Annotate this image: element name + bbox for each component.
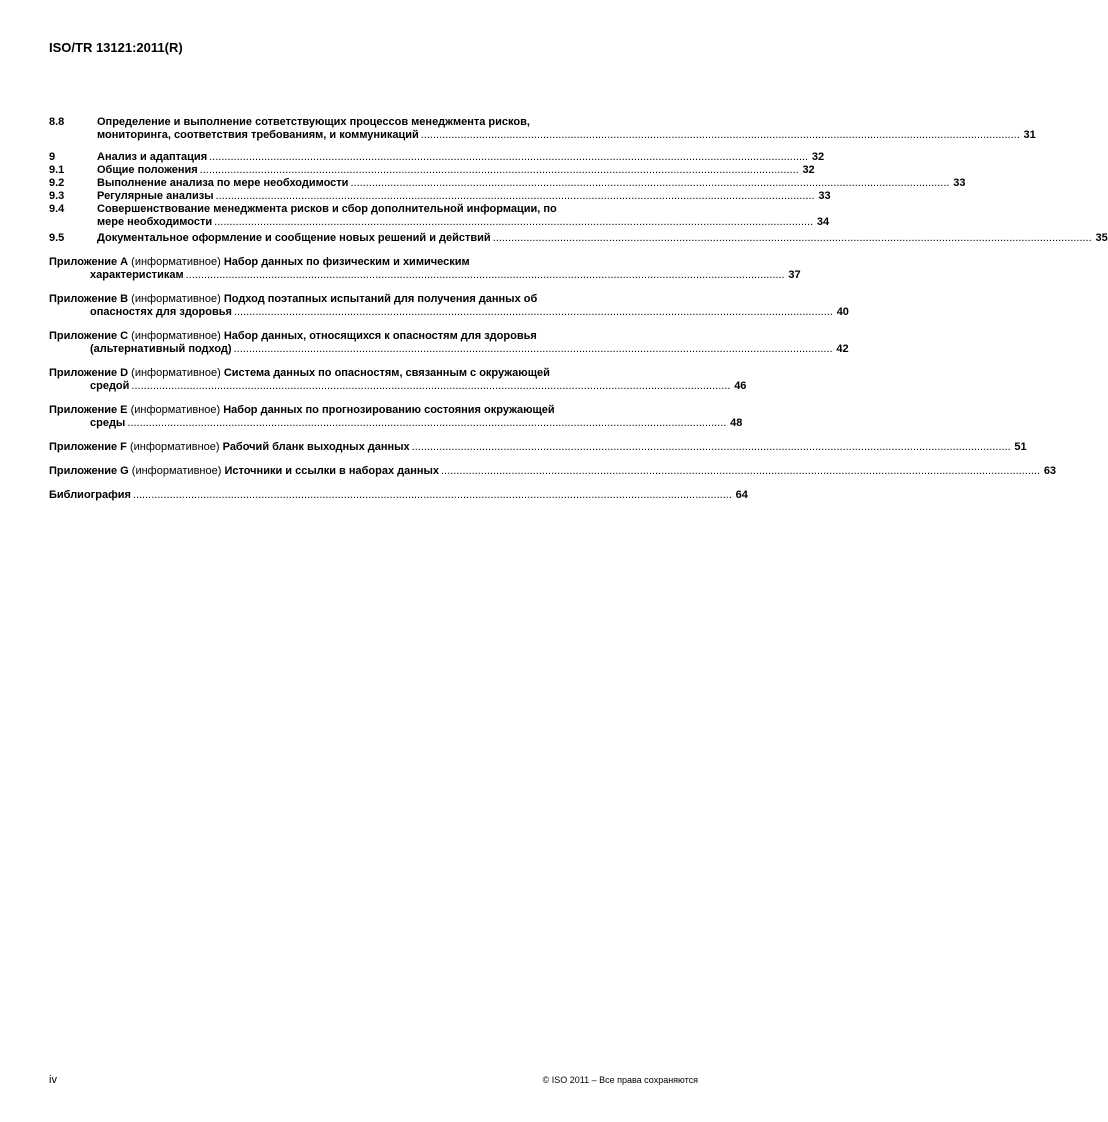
toc-entry-page: 42 [836, 343, 849, 355]
toc-annex-c[interactable] [49, 330, 849, 356]
bibliography-title: Библиография [49, 489, 131, 501]
dot-leader: .................................................................................................................................................................................................... [185, 269, 785, 281]
toc-entry-number: 9.2 [49, 177, 65, 189]
dot-leader: .................................................................................................................................................................................................... [132, 489, 732, 501]
page-footer [49, 1074, 698, 1086]
toc-entry-page: 46 [734, 380, 747, 392]
annex-title-line2: (альтернативный подход) [90, 343, 232, 355]
annex-title-line1: Набор данных, относящихся к опасностям для здоровья [223, 330, 537, 342]
annex-title-line1: Подход поэтапных испытаний для получения данных об [223, 293, 538, 305]
dot-leader: .................................................................................................................................................................................................... [492, 232, 1092, 244]
dot-leader: .................................................................................................................................................................................................... [127, 417, 727, 429]
annex-type: (информативное) [131, 465, 222, 477]
toc-entry-title: Общие положения [97, 164, 198, 176]
toc-entry-number: 9.1 [49, 164, 65, 176]
toc-entry-page: 64 [735, 489, 748, 501]
annex-label: Приложение C [49, 330, 129, 342]
annex-label: Приложение A [49, 256, 129, 268]
toc-entry-page: 48 [730, 417, 743, 429]
toc-entry-number: 9.5 [49, 232, 65, 244]
annex-type: (информативное) [130, 404, 221, 416]
annex-title: Источники и ссылки в наборах данных [224, 465, 440, 477]
annex-label: Приложение F [49, 441, 127, 453]
toc-entry-page: 40 [836, 306, 849, 318]
toc-entry-number: 9.3 [49, 190, 65, 202]
toc-entry-9[interactable] [49, 151, 825, 164]
annex-type: (информативное) [131, 367, 221, 379]
annex-type: (информативное) [131, 330, 221, 342]
toc-entry-title: Документальное оформление и сообщение новых решений и действий [97, 232, 491, 244]
annex-title: Рабочий бланк выходных данных [222, 441, 410, 453]
annex-title-line1: Набор данных по прогнозированию состояния окружающей [223, 404, 555, 416]
toc-entry-9-5[interactable] [49, 232, 1108, 245]
table-of-contents [49, 116, 1108, 502]
dot-leader: .................................................................................................................................................................................................... [233, 306, 833, 318]
dot-leader: .................................................................................................................................................................................................... [199, 164, 799, 176]
toc-entry-title-line1: Определение и выполнение сответствующих процессов менеджмента рисков, [97, 116, 530, 128]
toc-bibliography[interactable] [49, 489, 748, 502]
toc-entry-title-line2: мониторинга, соответствия требованиям, и коммуникаций [97, 129, 419, 141]
dot-leader: .................................................................................................................................................................................................... [350, 177, 950, 189]
toc-entry-page: 35 [1095, 232, 1108, 244]
toc-annex-f[interactable] [49, 441, 1027, 454]
annex-title-line2: среды [90, 417, 126, 429]
toc-annex-a[interactable] [49, 256, 801, 282]
toc-entry-page: 33 [818, 190, 831, 202]
toc-entry-9-3[interactable] [49, 190, 831, 203]
toc-annex-g[interactable] [49, 465, 1057, 478]
annex-title-line2: средой [90, 380, 130, 392]
annex-title-line2: опасностях для здоровья [90, 306, 232, 318]
toc-entry-page: 32 [811, 151, 825, 163]
dot-leader: .................................................................................................................................................................................................... [215, 190, 815, 202]
toc-entry-title: Выполнение анализа по мере необходимости [97, 177, 349, 189]
annex-label: Приложение B [49, 293, 129, 305]
annex-title-line2: характеристикам [90, 269, 184, 281]
dot-leader: .................................................................................................................................................................................................... [209, 151, 809, 163]
page-number: iv [49, 1074, 57, 1086]
annex-type: (информативное) [129, 441, 220, 453]
annex-type: (информативное) [131, 293, 221, 305]
toc-entry-number: 9 [49, 151, 56, 163]
toc-entry-number: 8.8 [49, 116, 65, 128]
toc-entry-8-8[interactable] [49, 116, 1036, 142]
document-header: ISO/TR 13121:2011(R) [49, 40, 183, 55]
toc-annex-b[interactable] [49, 293, 849, 319]
copyright-notice: © ISO 2011 – Все права сохраняются [542, 1075, 698, 1085]
annex-type: (информативное) [131, 256, 221, 268]
toc-entry-page: 37 [788, 269, 801, 281]
toc-annex-e[interactable] [49, 404, 743, 430]
toc-entry-title-line1: Совершенствование менеджмента рисков и сбор дополнительной информации, по [97, 203, 557, 215]
annex-label: Приложение D [49, 367, 129, 379]
toc-entry-9-2[interactable] [49, 177, 966, 190]
annex-label: Приложение G [49, 465, 129, 477]
dot-leader: .................................................................................................................................................................................................... [214, 216, 814, 228]
toc-entry-page: 51 [1014, 441, 1027, 453]
dot-leader: .................................................................................................................................................................................................... [441, 465, 1041, 477]
annex-title-line1: Система данных по опасностям, связанным с окружающей [223, 367, 550, 379]
dot-leader: .................................................................................................................................................................................................... [411, 441, 1011, 453]
dot-leader: .................................................................................................................................................................................................... [420, 129, 1020, 141]
toc-entry-page: 34 [816, 216, 830, 228]
toc-entry-number: 9.4 [49, 203, 65, 215]
dot-leader: .................................................................................................................................................................................................... [233, 343, 833, 355]
toc-entry-title-line2: мере необходимости [97, 216, 213, 228]
toc-entry-page: 32 [802, 164, 815, 176]
toc-entry-page: 33 [953, 177, 966, 189]
dot-leader: .................................................................................................................................................................................................... [131, 380, 731, 392]
annex-title-line1: Набор данных по физическим и химическим [223, 256, 470, 268]
toc-annex-d[interactable] [49, 367, 747, 393]
toc-entry-9-1[interactable] [49, 164, 815, 177]
toc-entry-title: Анализ и адаптация [97, 151, 208, 163]
annex-label: Приложение E [49, 404, 128, 416]
toc-entry-9-4[interactable] [49, 203, 830, 229]
toc-entry-page: 63 [1043, 465, 1057, 477]
toc-entry-page: 31 [1023, 129, 1036, 141]
toc-entry-title: Регулярные анализы [97, 190, 214, 202]
